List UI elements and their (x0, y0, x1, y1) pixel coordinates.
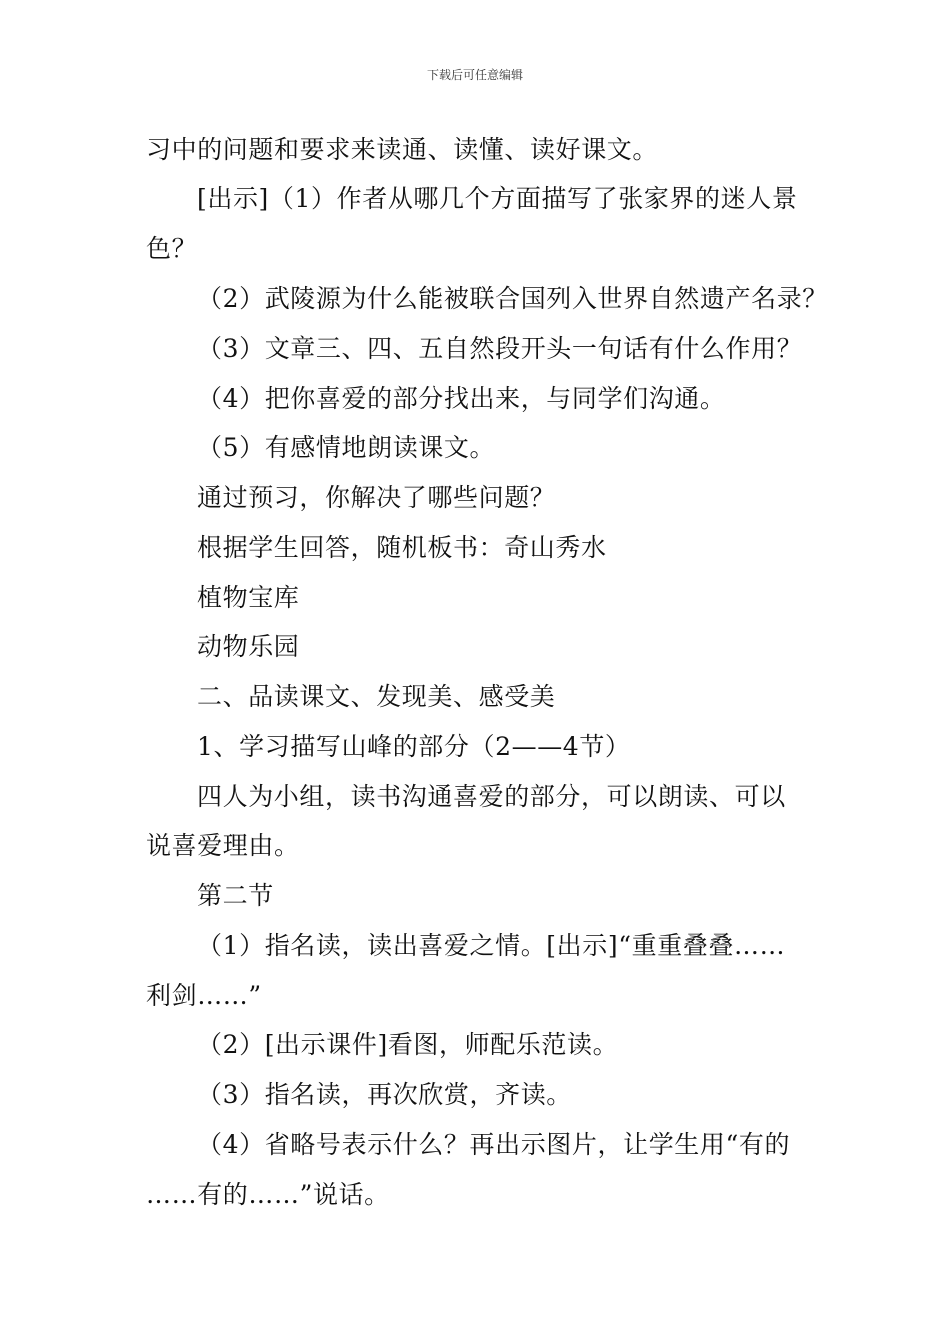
text-line: 根据学生回答，随机板书：奇山秀水 (197, 533, 607, 562)
text-line: （1）指名读，读出喜爱之情。[出示]“重重叠叠…… (197, 931, 786, 960)
text-line: （3）指名读，再次欣赏，齐读。 (197, 1080, 572, 1109)
text-line: 1、学习描写山峰的部分（2——4节） (197, 732, 631, 761)
text-line: （4）省略号表示什么？再出示图片，让学生用“有的 (197, 1130, 791, 1159)
text-line: 二、品读课文、发现美、感受美 (197, 682, 556, 711)
text-line: 色？ (146, 234, 198, 263)
text-line: 利剑……” (146, 981, 262, 1010)
text-line: 植物宝库 (197, 583, 300, 612)
text-line: （2）[出示课件]看图，师配乐范读。 (197, 1030, 619, 1059)
text-line: 第二节 (197, 881, 274, 910)
text-line: （3）文章三、四、五自然段开头一句话有什么作用？ (197, 334, 803, 363)
text-line: 习中的问题和要求来读通、读懂、读好课文。 (146, 135, 659, 164)
text-line: （5）有感情地朗读课文。 (197, 433, 496, 462)
text-line: 四人为小组，读书沟通喜爱的部分，可以朗读、可以 (197, 782, 786, 811)
page-header: 下载后可任意编辑 (426, 68, 523, 82)
text-line: [出示]（1）作者从哪几个方面描写了张家界的迷人景 (197, 184, 798, 213)
text-line: 通过预习，你解决了哪些问题？ (197, 483, 556, 512)
text-line: （2）武陵源为什么能被联合国列入世界自然遗产名录？ (197, 284, 828, 313)
text-line: 动物乐园 (197, 632, 300, 661)
text-line: ……有的……”说话。 (146, 1180, 390, 1209)
text-line: 说喜爱理由。 (146, 831, 300, 860)
text-line: （4）把你喜爱的部分找出来，与同学们沟通。 (197, 384, 726, 413)
